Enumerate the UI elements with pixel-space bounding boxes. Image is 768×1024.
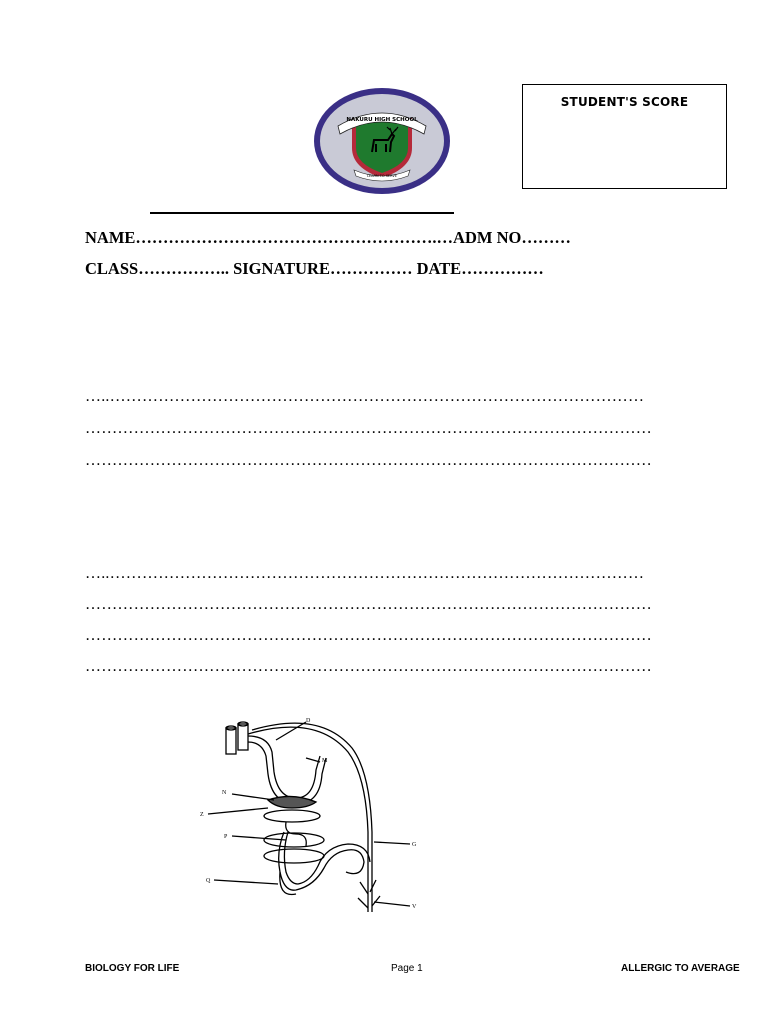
answer-line: …..……………………………………………………………………………………… <box>85 388 645 405</box>
answer-line: …………………………………………………………………………………………… <box>85 420 652 437</box>
student-score-box <box>522 84 727 189</box>
school-logo <box>312 86 452 196</box>
footer-right: ALLERGIC TO AVERAGE <box>621 963 740 974</box>
diagram-label-g: G <box>412 842 417 848</box>
diagram-label-m: M <box>322 758 328 764</box>
name-adm-field: NAME……………………………………………….…ADM NO……… <box>85 228 571 247</box>
footer-page-number: Page 1 <box>391 963 423 974</box>
diagram-label-z: Z <box>200 812 204 818</box>
logo-text-top: NAKURU HIGH SCHOOL <box>346 117 418 123</box>
logo-text-bottom: LEARN TO SERVE <box>366 174 398 178</box>
diagram-label-q: Q <box>206 878 211 884</box>
answer-line: …………………………………………………………………………………………… <box>85 596 652 613</box>
answer-line: …………………………………………………………………………………………… <box>85 627 652 644</box>
answer-line: …..……………………………………………………………………………………… <box>85 565 645 582</box>
answer-line: …………………………………………………………………………………………… <box>85 658 652 675</box>
score-box-title: STUDENT'S SCORE <box>560 95 689 109</box>
header-underline <box>150 212 454 214</box>
digestive-system-diagram <box>196 712 428 928</box>
answer-line: …………………………………………………………………………………………… <box>85 452 652 469</box>
footer-left: BIOLOGY FOR LIFE <box>85 963 180 974</box>
class-signature-date-field: CLASS…………….. SIGNATURE…………… DATE…………… <box>85 259 544 278</box>
diagram-label-d: D <box>306 718 311 724</box>
diagram-label-p: P <box>224 834 228 840</box>
diagram-label-v: V <box>412 904 417 910</box>
diagram-label-n: N <box>222 790 227 796</box>
